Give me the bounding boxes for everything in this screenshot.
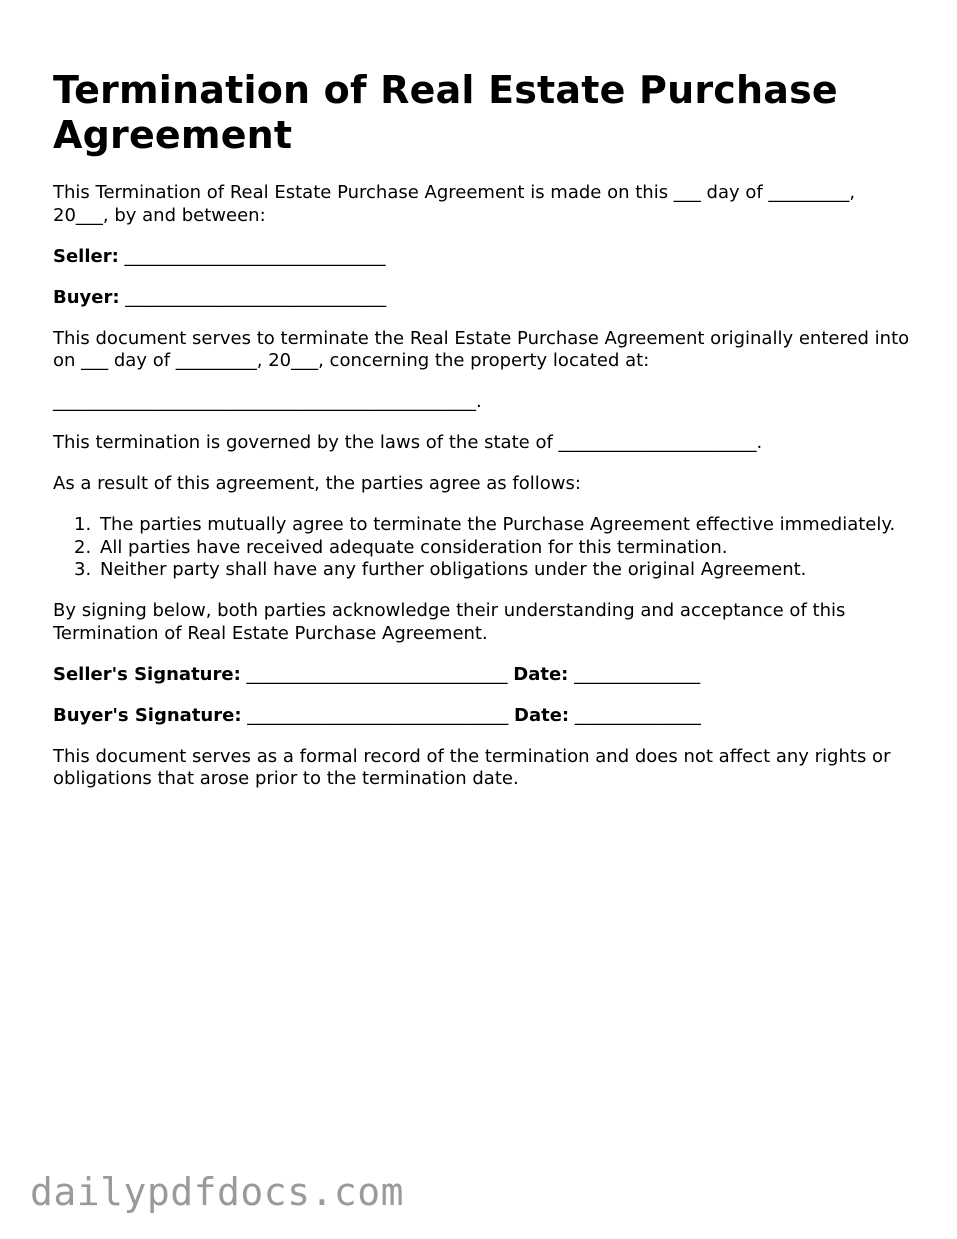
- buyer-signature-label: Buyer's Signature:: [53, 704, 242, 726]
- buyer-date-blank: ______________: [574, 704, 701, 726]
- buyer-label: Buyer:: [53, 286, 120, 308]
- list-item-number: 3.: [74, 559, 92, 580]
- acknowledgement-paragraph: By signing below, both parties acknowledge their understanding and acceptance of this Termination of Real Estate Purchase Agreement.: [53, 600, 846, 644]
- list-item-text: All parties have received adequate consideration for this termination.: [100, 536, 728, 558]
- list-item-number: 1.: [74, 514, 92, 535]
- governing-law-paragraph: This termination is governed by the laws of the state of ______________________.: [53, 432, 763, 453]
- agreement-intro: As a result of this agreement, the parties agree as follows:: [53, 473, 581, 494]
- buyer-signature-line: [53, 705, 913, 728]
- list-item: [74, 559, 913, 582]
- property-address-blank: _______________________________________________.: [53, 391, 482, 412]
- list-item-text: The parties mutually agree to terminate the Purchase Agreement effective immediately.: [100, 514, 896, 535]
- buyer-signature-blank: _____________________________: [247, 704, 509, 726]
- buyer-blank: _____________________________: [125, 286, 387, 308]
- seller-date-blank: ______________: [574, 663, 701, 685]
- seller-blank: _____________________________: [124, 245, 386, 267]
- buyer-line: [53, 287, 913, 310]
- seller-signature-blank: _____________________________: [246, 663, 508, 685]
- intro-paragraph: This Termination of Real Estate Purchase Agreement is made on this ___ day of _________, 20___, by and between:: [53, 182, 856, 226]
- seller-date-label: Date:: [513, 663, 569, 685]
- seller-line: [53, 246, 913, 269]
- watermark: dailypdfdocs.com: [30, 1170, 405, 1214]
- document-page: [53, 68, 913, 809]
- terms-list: [53, 514, 913, 582]
- seller-signature-line: [53, 664, 913, 687]
- list-item-number: 2.: [74, 536, 92, 558]
- list-item-text: Neither party shall have any further obligations under the original Agreement.: [100, 559, 807, 580]
- document-title: Termination of Real Estate Purchase Agreement: [53, 68, 838, 157]
- buyer-date-label: Date:: [514, 704, 570, 726]
- purpose-paragraph: This document serves to terminate the Real Estate Purchase Agreement originally entered into on ___ day of _________, 20___, concerning the property located at:: [53, 327, 910, 371]
- seller-signature-label: Seller's Signature:: [53, 663, 241, 685]
- closing-paragraph: This document serves as a formal record of the termination and does not affect any rights or obligations that arose prior to the termination date.: [53, 745, 891, 789]
- list-item: [74, 536, 913, 560]
- list-item: [74, 514, 913, 537]
- seller-label: Seller:: [53, 245, 119, 267]
